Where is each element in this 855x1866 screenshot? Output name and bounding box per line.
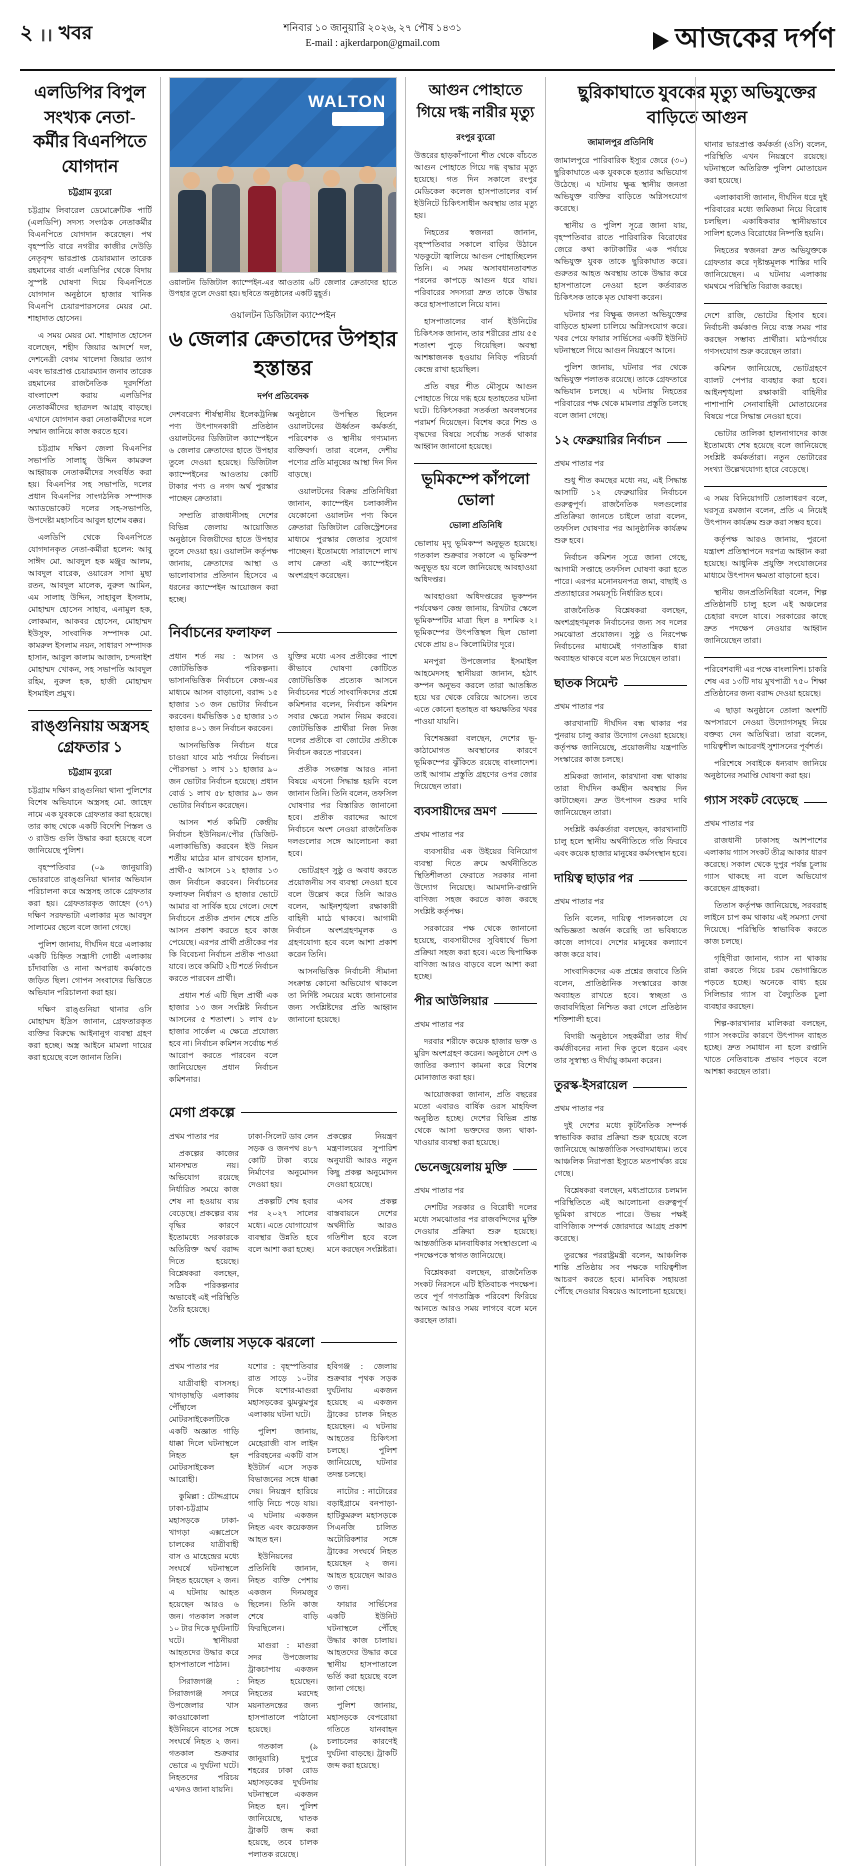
article-headline-bhumikompo: ভূমিকম্পে কাঁপলো ভোলা [421,471,530,510]
article-paragraph: জামালপুরে পারিবারিক ইস্যুর জেরে (৩০) ছুরিকাঘাতে এক যুবককে হত্যার অভিযোগ উঠেছে। এ ঘটনায় ক্ষুব্ধ স্থানীয় জনতা অভিযুক্ত ব্যক্তির বাড়িতে অগ্নিসংযোগ করেছে। [554,156,688,214]
byline: চট্টগ্রাম ব্যুরো [68,186,112,197]
article-headline-walton: ৬ জেলার ক্রেতাদের উপহার হস্তান্তর [168,326,398,381]
article-paragraph: প্রকল্পের কাজের মানসম্মত নয়। অভিযোগ রয়েছে নির্ধারিত সময়ে কাজ শেষ না হওয়ায় ব্যয় বেড়েছে। প্রকল্পের ব্যয় বৃদ্ধির কারণে ইতোমধ্যে সরকারকে অতিরিক্ত অর্থ বরাদ্দ দিতে হয়েছে। বিশ্লেষকরা বলছেন, সঠিক পরিকল্পনার অভাবেই এই পরিস্থিতি তৈরি হয়েছে। [168,1148,239,1314]
article-paragraph: শুধু শীত কমছের মধ্যে নয়, এই সিদ্ধান্ত আসাটি ১২ ফেব্রুয়ারির নির্বাচনে গুরুত্বপূর্ণ। রাজনৈতিক দলগুলোর প্রতিক্রিয়া জানতে চাইলে তারা বলেন, তফসিল ঘোষণার পর আনুষ্ঠানিক কার্যক্রম শুরু হবে। [554,476,688,546]
section-rule-pir [414,993,537,1013]
rule-line [704,486,827,487]
rule-line [704,657,827,658]
article-paragraph: এ সময় মেয়র মো. শাহাদাত হোসেন বলেছেন, শহীদ জিয়ার আদর্শে দল, দেশনেত্রী বেগম খালেদা জিয়ার ত্যাগ এবং ভারপ্রাপ্ত চেয়ারম্যান জনাব তারেক রহমানের রাজনৈতিক দূরদর্শিতা বাংলাদেশ করায় এলডিপির নেতাকর্মীদের ছাত্রদল আগ্রহ বাড়ছে। এখানে যোগদান করা নেতাকর্মীদের দলে সম্মান জানিয়ে কাজ করতে হবে। [28,330,152,436]
article-paragraph: শ্রমিকরা জানান, কারখানা বন্ধ থাকায় তারা দীর্ঘদিন কর্মহীন অবস্থায় দিন কাটাচ্ছেন। দ্রুত উৎপাদন শুরুর দাবি জানিয়েছেন তারা। [554,772,688,818]
sorok-body [169,1361,397,1866]
rule-line [241,1112,397,1113]
article-paragraph: বিশ্লেষকরা বলছেন, রাজনৈতিক সংকট নিরসনে এটি ইতিবাচক পদক্ষেপ। তবে পূর্ণ গণতান্ত্রিক পরিবেশ ফিরিয়ে আনতে আরও সময় লাগবে বলে মনে করছেন তারা। [414,1268,538,1325]
article-paragraph: এলডিপি থেকে বিএনপিতে যোগদানকৃত নেতা-কর্মীরা হলেন: আবু সাঈদ মো. আবদুল হক মঞ্জুর আলম, আবদুল বারেক, ওয়ারেস সাদা মুছা রতন, আবদুল মালেক, নুরুল আমিন, এম সালাহ উদ্দিন, সাহাবুল ইসলাম, মোহাম্মদ হোসেন সাহাব, এনামুল হক, লোকমান, আকবর হোসেন, মোহাম্মদ ইউসুফ, সাংবাদিক সম্পাদক মো. কামরুল ইসলাম নয়ন, সাধারণ সম্পাদক হাসান, আবুল কালাম আজাদ, চন্দনাইশ মোহাম্মদ খোকন, সহ সভাপতি আবদুল রহিম, নুরুল হক, হাজী মোহাম্মদ ইসমাইল প্রমুখ। [28,532,152,698]
article-paragraph: সংশ্লিষ্ট কর্মকর্তারা বলছেন, কারখানাটি চালু হলে স্থানীয় অর্থনীতিতে গতি ফিরবে এবং কয়েক হাজার মানুষের কর্মসংস্থান হবে। [554,825,688,859]
article-paragraph: দেশটির সরকার ও বিরোধী দলের মধ্যে সমঝোতার পর রাজবন্দিদের মুক্তি দেওয়ার প্রক্রিয়া শুরু হয়েছে। আন্তর্জাতিক মানবাধিকার সংস্থাগুলো এ পদক্ষেপকে স্বাগত জানিয়েছে। [414,1203,538,1260]
article-paragraph: রাজধানী ঢাকাসহ আশপাশের এলাকায় গ্যাস সংকট তীব্র আকার ধারণ করেছে। সকাল থেকে দুপুর পর্যন্ত চুলায় গ্যাস থাকছে না বলে অভিযোগ করেছেন গ্রাহকরা। [704,836,827,893]
article-paragraph: পুলিশ জানায়, মহাসড়কে বেপরোয়া গতিতে যানবাহন চলাচলের কারণেই দুর্ঘটনা বাড়ছে। ট্রাকটি জব্দ করা হয়েছে। [327,1700,398,1770]
article-paragraph: চট্টগ্রাম দক্ষিণ রাঙ্গুনিয়া থানা পুলিশের বিশেষ অভিযানে অস্ত্রসহ মো. জাহেদ নামে এক যুবককে গ্রেফতার করা হয়েছে। তার কাছ থেকে একটি বিদেশি পিস্তল ও ৩ রাউন্ড গুলি উদ্ধার করা হয়েছে বলে জানিয়েছে পুলিশ। [28,786,152,856]
triangle-icon [653,32,669,50]
section-rule-gas [704,792,827,812]
article-paragraph: উত্তরের হাড়কাঁপানো শীত থেকে বাঁচতে আগুন পোহাতে গিয়ে দগ্ধ বৃদ্ধার মৃত্যু হয়েছে। গত দিন সকালে রংপুর মেডিকেল কলেজ হাসপাতালের বার্ন ইউনিটে চিকিৎসাধীন অবস্থায় তার মৃত্যু হয়। [414,150,538,220]
section-rule-mega [169,1101,397,1125]
article-paragraph: পুলিশ জানায়, দীর্ঘদিন ধরে এলাকায় একটি চিহ্নিত সন্ত্রাসী গোষ্ঠী এলাকায় চাঁদাবাজি ও নানা অপরাধ কর্মকাণ্ডে জড়িত ছিল। গোপন সংবাদের ভিত্তিতে অভিযান পরিচালনা করা হয়। [28,940,152,998]
column-1 [20,77,160,1866]
article-paragraph: দুই দেশের মধ্যে কূটনৈতিক সম্পর্ক স্বাভাবিক করার প্রক্রিয়া শুরু হয়েছে বলে জানিয়েছে আন্তর্জাতিক সংবাদমাধ্যম। তবে আঞ্চলিক নিরাপত্তা ইস্যুতে মতপার্থক্য রয়ে গেছে। [554,1121,688,1179]
article-paragraph: ভোটগ্রহণ সুষ্ঠু ও অবাধ করতে প্রয়োজনীয় সব ব্যবস্থা নেওয়া হবে বলে উল্লেখ করে তিনি আরও বলেন, আইনশৃঙ্খলা রক্ষাকারী বাহিনী মাঠে থাকবে। আগামী নির্বাচন অংশগ্রহণমূলক ও গ্রহণযোগ্য হবে বলে আশা প্রকাশ করেন তিনি। [288,865,398,959]
article-paragraph: এসব প্রকল্প বাস্তবায়নে দেশের অর্থনীতি আরও গতিশীল হবে বলে মনে করছেন সংশ্লিষ্টরা। [327,1196,398,1254]
article-paragraph: নির্বাচন কমিশন সূত্রে জানা গেছে, আগামী সপ্তাহে তফসিল ঘোষণা করা হতে পারে। এরপর মনোনয়নপত্র জমা, বাছাই ও প্রত্যাহারের সময়সূচি নির্ধারিত হবে। [554,553,688,599]
article-paragraph: দরবার শরীফে কয়েক হাজার ভক্ত ও মুরিদ অংশগ্রহণ করেন। অনুষ্ঠানে দেশ ও জাতির কল্যাণ কামনা করে বিশেষ মোনাজাত করা হয়। [414,1037,538,1082]
jump-line: প্রথম পাতার পর [168,1361,219,1371]
rule-line [667,442,687,443]
article-paragraph: ব্যবসায়ীর এক উইয়ের বিনিয়োগ ব্যবস্থা দিতে ক্রমে অর্থনীতিতে স্থিতিশীলতা ফেরাতে সরকার নানা উদ্যোগ নিয়েছে। আমদানি-রপ্তানি বাণিজ্য সহজ করতে কাজ করছে সংশ্লিষ্ট কর্তৃপক্ষ। [414,847,538,916]
article-paragraph: বিশ্লেষকরা বলছেন, মধ্যপ্রাচ্যের চলমান পরিস্থিতিতে এই আলোচনা গুরুত্বপূর্ণ ভূমিকা রাখতে পারে। উভয় পক্ষই বাণিজ্যিক সম্পর্ক জোরদারে আগ্রহ প্রকাশ করেছে। [554,1186,688,1244]
issue-date: শনিবার ১০ জানুয়ারি ২০২৬, ২৭ পৌষ ১৪৩১ [283,23,462,34]
walton-logo-text: WALTON [308,92,387,111]
article-paragraph: গতকাল (৯ জানুয়ারি) দুপুরে শহরের ঢাকা রোড মহাসড়কের দুর্ঘটনায় ঘটনাস্থলে একজন নিহত হন। পুলিশ জানিয়েছে, ঘাতক ট্রাকটি জব্দ করা হয়েছে, তবে চালক পলাতক রয়েছে। [247,1741,319,1859]
byline: রংপুর ব্যুরো [456,131,495,142]
photo-person [354,166,382,272]
byline: চট্টগ্রাম ব্যুরো [68,767,112,778]
article-paragraph: বিদায়ী অনুষ্ঠানে সহকর্মীরা তার দীর্ঘ কর্মজীবনের নানা দিক তুলে ধরেন এবং তার সুস্বাস্থ্য ও দীর্ঘায়ু কামনা করেন। [554,1032,688,1066]
article-paragraph: বিশেষজ্ঞরা বলছেন, দেশের ভূ-কাঠামোগত অবস্থানের কারণে ভূমিকম্পের ঝুঁকিতে রয়েছে বাংলাদেশ। তাই আগাম প্রস্তুতি গ্রহণের ওপর জোর দিয়েছেন তারা। [414,734,538,791]
article-paragraph: দক্ষিণ রাঙ্গুনিয়া থানার ওসি মোহাম্মদ ইদ্রিস জানান, গ্রেফতারকৃত ব্যক্তির বিরুদ্ধে আইনানুগ ব্যবস্থা গ্রহণ করা হচ্ছে। অস্ত্র আইনে মামলা দায়ের করা হয়েছে বলে জানান তিনি। [28,1005,152,1063]
rule-line [494,1003,537,1004]
article-paragraph: দেশবরেণ্য শীর্ষস্থানীয় ইলেকট্রনিক্স পণ্য উৎপাদনকারী প্রতিষ্ঠান ওয়ালটনের ডিজিটাল ক্যাম্পেইনে ৬ জেলার ক্রেতাদের হাতে উপহার তুলে দেওয়া হয়েছে। ডিজিটাল ক্যাম্পেইনের আওতায় কোটি টাকার পণ্য ও নগদ অর্থ পুরস্কার পাচ্ছেন ক্রেতারা। [168,409,279,503]
article-paragraph: অনুষ্ঠানে উপস্থিত ছিলেন ওয়ালটনের ঊর্ধ্বতন কর্মকর্তা, পরিবেশক ও স্থানীয় গণ্যমান্য ব্যক্তিবর্গ। তারা বলেন, দেশীয় পণ্যের প্রতি মানুষের আস্থা দিন দিন বাড়ছে। [288,409,398,479]
jump-line: প্রথম পাতার পর [554,897,604,907]
byline: ভোলা প্রতিনিধি [449,520,503,530]
article-paragraph: কুমিল্লা : চৌদ্দগ্রামে ঢাকা-চট্টগ্রাম মহাসড়কে ঢাকা-খাগড়া এক্সপ্রেসে চালকের যাত্রীবাহী বাস ও মাহেন্দ্রের মধ্যে সংঘর্ষে ঘটনাস্থলে নিহত হয়েছেন ২ জন। এ ঘটনায় আহত হয়েছেন আরও ৬ জন। গতকাল সকাল ১০ টার দিকে দুর্ঘটনাটি ঘটে। স্থানীয়রা আহতদের উদ্ধার করে হাসপাতালে পাঠান। [168,1491,239,1669]
masthead [20,18,835,71]
article-paragraph: আসনভিত্তিক নির্বাচনী সীমানা সংক্রান্ত কোনো অভিযোগ থাকলে তা নির্দিষ্ট সময়ের মধ্যে জানানোর জন্য সংশ্লিষ্টদের প্রতি আহ্বান জানানো হয়েছে। [288,966,398,1024]
article-paragraph: ঢাকা-সিলেট ডাব লেন সড়ক ও জনপথ ৪৮৭ কোটি টাকা ব্যয়ে নির্মাণের অনুমোদন দেওয়া হয়। [247,1131,319,1189]
rule-line [633,1087,687,1088]
article-paragraph: হবিগঞ্জ : জেলায় শুক্রবার পৃথক সড়ক দুর্ঘটনায় একজন হয়েছে এ একজন ট্রাকের চালক নিহত হয়েছেন। এ ঘটনায় আহতের চিকিৎসা চলছে। পুলিশ জানিয়েছে, ঘটনার তদন্ত চলছে। [327,1361,398,1479]
photo-person [248,168,276,272]
photo-person [178,172,206,272]
article-headline-ldp: এলডিপির বিপুল সংখ্যক নেতা-কর্মীর বিএনপিতে যোগদান [33,83,147,176]
article-paragraph: নিহতের স্বজনরা দ্রুত অভিযুক্তকে গ্রেফতার করে দৃষ্টান্তমূলক শাস্তির দাবি জানিয়েছেন। এ ঘটনায় এলাকায় থমথমে পরিস্থিতি বিরাজ করছে। [704,246,827,291]
section-rule-bebsayi [414,803,537,823]
column-2 [160,77,405,1866]
page-columns [20,77,835,1866]
rule-line [502,813,537,814]
article-paragraph: তিনি বলেন, দায়িত্ব পালনকালে যে অভিজ্ঞতা অর্জন করেছি তা ভবিষ্যতে কাজে লাগবে। দেশের মানুষের কল্যাণে কাজ করে যাব। [554,914,688,960]
section-rule-spacer-2 [704,486,827,487]
walton-logo-mark [332,112,384,126]
rule-line [624,685,688,686]
article-paragraph: সরকারের পক্ষ থেকে জানানো হয়েছে, ব্যবসায়ীদের সুবিধার্থে ভিসা প্রক্রিয়া সহজ করা হবে। এতে দ্বিপাক্ষিক বাণিজ্য আরও বাড়বে বলে আশা করা হচ্ছে। [414,924,538,981]
article-paragraph: বৃহস্পতিবার (০৯ জানুয়ারি) ভোররাতে রাঙ্গুনিয়া থানার অভিযান পরিচালনা করে অস্ত্রসহ তাকে গ্রেফতার করা হয়। গ্রেফতারকৃত জাহেদ (৩৭) দক্ষিণ সরফভাটা এলাকার মৃত আবদুস সালামের ছেলে বলে জানা গেছে। [28,863,152,933]
article-paragraph: আবহাওয়া অধিদপ্তরের ভূকম্পন পর্যবেক্ষণ কেন্দ্র জানায়, রিখটার স্কেলে ভূমিকম্পটির মাত্রা ছিল ৪ দশমিক ২। ভূমিকম্পের উৎপত্তিস্থল ছিল ভোলা থেকে প্রায় ৪০ কিলোমিটার দূরে। [414,592,538,649]
section-title-venezuela: ভেনেজুয়েলায় মুক্তি [414,1160,507,1174]
page-number: ২ [20,22,34,44]
photo-person [212,166,240,272]
article-paragraph: আসন শর্ত কমিটি কেন্দ্রীয় নির্বাচন ইউনিয়ন/পৌর (ডিজিট-এলাকাভিত্তি) করবেন ইউ নিয়ন শর্তীয় মাঠের মান রাখবেন হাসান, প্রার্থী-৫ আসনে ১২ হাজার ১৩ জন নির্বাচন করবেন। নির্বাচনের ফলাফল নির্ধারণ ও হাজার ভোটে আমার বা সার্বিক হয়ে গেলে। দেশে নির্বাচনে প্রতীক প্রদান শেষে প্রতি আসন প্রকাশ করতে হবে কাজ পেয়েছে। এরপর প্রার্থী প্রতীকের পর কি বিবেচনা নির্বাচন প্রতীক পাওয়া যাবে। তবে কমিটি ২টি শর্তে নির্বাচন করতে পারবেন প্রার্থী। [168,817,279,983]
jump-line: প্রথম পাতার পর [414,1020,465,1029]
article-paragraph: ইউনিয়নের প্রতিনিধি জানান, নিহত ব্যক্তি পেশায় একজন দিনমজুর ছিলেন। তিনি কাজ শেষে বাড়ি ফিরছিলেন। [247,1551,319,1633]
section-rule-bhumikompo [414,463,537,464]
article-paragraph: কারখানাটি দীর্ঘদিন বন্ধ থাকার পর পুনরায় চালু করার উদ্যোগ নেওয়া হয়েছে। কর্তৃপক্ষ জানিয়েছে, প্রয়োজনীয় যন্ত্রপাতি সংস্কারের কাজ চলছে। [554,719,688,765]
article-headline-rangunia: রাঙ্গুনিয়ায় অস্ত্রসহ গ্রেফতার ১ [31,718,149,757]
article-kicker: ওয়ালটন ডিজিটাল ক্যাম্পেইন [230,309,336,320]
rule-line [277,632,397,633]
article-paragraph: পরিবেশবাদী এর পক্ষে বাংলাদিশ। চাকরি শেষ এর ১৩টি দায় মুখপাত্রী ৭৫০ শিক্ষা প্রতিষ্ঠানের জন্য বরাদ্দ দেওয়া হয়েছে। [704,665,827,698]
jump-line: প্রথম পাতার পর [554,1104,604,1114]
section-title-bebsayi: ব্যবসায়ীদের ভ্রমণ [414,804,497,818]
masthead-right [653,18,835,63]
masthead-left [20,18,92,51]
photo-person [282,164,310,272]
photo-person [318,170,346,272]
section-rule-nirbachon12 [554,432,687,452]
nirbachon-body [169,651,397,1091]
article-paragraph: পুলিশ জানায়, ঘটনার পর থেকে অভিযুক্ত পলাতক রয়েছে। তাকে গ্রেফতারে অভিযান চলছে। এ ঘটনায় নিহতের পরিবারের পক্ষ থেকে মামলার প্রস্তুতি চলছে বলে জানা গেছে। [554,363,688,421]
article-paragraph: হাসপাতালের বার্ন ইউনিটের চিকিৎসক জানান, তার শরীরের প্রায় ৫৫ শতাংশ পুড়ে গিয়েছিল। অবস্থা আশঙ্কাজনক হওয়ায় নিবিড় পরিচর্যা কেন্দ্রে রাখা হয়েছিল। [414,316,538,374]
rule-line [804,802,827,803]
article-paragraph: তিতাস কর্তৃপক্ষ জানিয়েছে, সরবরাহ লাইনে চাপ কম থাকায় এই সমস্যা দেখা দিয়েছে। পরিস্থিতি স্বাভাবিক করতে কাজ চলছে। [704,901,827,946]
mega-body [169,1131,397,1321]
article-paragraph: আসনভিত্তিক নির্বাচন ধরে চাওয়া যাবে মাঠ পর্যায়ে নির্বাচন। পৌরসভা ১ লাখ ১১ হাজার ৯০ জন ভোটার নির্বাচন হয়েছে। প্রধান বোর্ড ১ লাখ ৫৮ হাজার ৯০ জন ভোটার নির্বাচন করেছেন। [168,740,279,810]
article-paragraph: চট্টগ্রাম দক্ষিণ জেলা বিএনপির সভাপতি সালাহ্ উদ্দিন কামরুল আহ্বায়ক নেতাকর্মীদের সংবর্ধিত করা হয়। বিএনপির সহ সভাপতি, দলের প্রধান বিএনপির সাংগঠনিক সম্পাদক অ্যাডভোকেট দলের সহ-সভাপতি, উপদেষ্টা মহাসচিব আবুল হাশেম বক্কর। [28,443,152,525]
column-3 [405,77,545,1866]
jump-line: প্রথম পাতার পর [168,1131,219,1141]
article-paragraph: প্রধান শর্ত এটি ছিল প্রার্থী এক হাজার ১৩ জন সংশ্লিষ্ট নির্বাচন আসনের ৫ শতাংশ। ১ লাখ ৫৮ হাজার সার্কেল এ ক্ষেত্রে প্রযোজ্য হবে না। নির্বাচন কমিশন সর্বোচ্চ শর্ত আরোপ করতে পারবেন বলে জানিয়েছেন প্রধান নির্বাচন কমিশনার। [168,990,279,1084]
byline: জামালপুর প্রতিনিধি [587,137,654,148]
jump-line: প্রথম পাতার পর [704,819,754,828]
article-paragraph: এ ছাড়া অনুষ্ঠানে তোলা অংশটি অপসারণে নেওয়া উদ্যোগসমূহ নিয়ে বক্তব্য দেন অতিথিরা। তারা বলেন, দায়িত্বশীল আচরণই সুশাসনের পূর্বশর্ত। [704,706,827,751]
article-paragraph: দেশে রাজি, ভোটের হিসাব হবে। নির্বাচনী কর্মকাণ্ড নিয়ে ব্যস্ত সময় পার করছেন সম্ভাব্য প্রার্থীরা। মাঠপর্যায়ে গণসংযোগ শুরু করেছেন তারা। [704,311,827,356]
rule-line [704,303,827,304]
section-title-nirbachon: নির্বাচনের ফলাফল [168,625,272,641]
article-paragraph: সম্প্রতি রাজধানীসহ দেশের বিভিন্ন জেলায় আয়োজিত অনুষ্ঠানে বিজয়ীদের হাতে উপহার তুলে দেওয়া হয়। ওয়ালটন কর্তৃপক্ষ জানায়, ক্রেতাদের আস্থা ও ভালোবাসার প্রতিদান হিসেবে এ ধরনের ক্যাম্পেইন আয়োজন করা হচ্ছে। [168,510,279,604]
article-paragraph: সাংবাদিকদের এক প্রশ্নের জবাবে তিনি বলেন, প্রাতিষ্ঠানিক সংস্কারের কাজ অব্যাহত রাখতে হবে। স্বচ্ছতা ও জবাবদিহিতা নিশ্চিত করা গেলে প্রতিষ্ঠান শক্তিশালী হবে। [554,967,688,1025]
article-paragraph: সিরাজগঞ্জ : সিরাজগঞ্জ সদরে উপজেলার খাস কাওয়াকোলা ইউনিয়নে বাসের সঙ্গে সংঘর্ষে নিহত ২ জন। গতকাল শুক্রবার ভোরে এ দুর্ঘটনা ঘটে। নিহতদের পরিচয় এখনও জানা যায়নি। [168,1676,239,1794]
article-paragraph: থানার ভারপ্রাপ্ত কর্মকর্তা (ওসি) বলেন, পরিস্থিতি এখন নিয়ন্ত্রণে রয়েছে। ঘটনাস্থলে অতিরিক্ত পুলিশ মোতায়েন করা হয়েছে। [704,140,827,185]
article-paragraph: আয়োজকরা জানান, প্রতি বছরের মতো এবারও বার্ষিক ওরস মাহফিল অনুষ্ঠিত হচ্ছে। দেশের বিভিন্ন প্রান্ত থেকে আসা ভক্তদের জন্য থাকা-খাওয়ার ব্যবস্থা করা হয়েছে। [414,1090,538,1147]
article-paragraph: কর্তৃপক্ষ আরও জানায়, পুরনো যন্ত্রাংশ প্রতিস্থাপনে দরপত্র আহ্বান করা হয়েছে। আধুনিক প্রযুক্তি সংযোজনের মাধ্যমে উৎপাদন ক্ষমতা বাড়ানো হবে। [704,535,827,580]
rule-line [28,710,152,711]
article-paragraph: পরিশেষে সবাইকে ধন্যবাদ জানিয়ে অনুষ্ঠানের সমাপ্তি ঘোষণা করা হয়। [704,759,827,780]
article-paragraph: ঘটনার পর বিক্ষুব্ধ জনতা অভিযুক্তের বাড়িতে হামলা চালিয়ে অগ্নিসংযোগ করে। খবর পেয়ে ফায়ার সার্ভিসের একটি ইউনিট ঘটনাস্থলে গিয়ে আগুন নিয়ন্ত্রণে আনে। [554,310,688,356]
article-paragraph: পুলিশ জানায়, মেহেরাজী বাস লাইন পরিবহনের একটি বাস ইউটার্ন এসে সড়ক বিভাজনের সঙ্গে ধাক্কা দেয়। নিয়ন্ত্রণ হারিয়ে গাড়ি নিচে পড়ে যায়। এ ঘটনায় একজন নিহত এবং কয়েকজন আহত হন। [247,1426,319,1544]
section-title-gas: গ্যাস সংকট বেড়েছে [704,793,798,807]
contact-email: E-mail : ajkerdarpon@gmail.com [305,38,440,49]
section-rule-spacer-3 [704,657,827,658]
section-title-turkey: তুরস্ক-ইসরায়েল [554,1078,628,1093]
section-title-pir: পীর আউলিয়ার [414,994,489,1008]
article-paragraph: মনপুরা উপজেলার ইসমাইল আহমেদসহ স্থানীয়রা জানান, হঠাৎ কম্পন অনুভব করলে তারা আতঙ্কিত হয়ে ঘর থেকে বেরিয়ে আসেন। তবে এতে কোনো হতাহত বা ক্ষয়ক্ষতির খবর পাওয়া যায়নি। [414,657,538,726]
rule-line [414,463,537,464]
article-paragraph: রাজনৈতিক বিশ্লেষকরা বলছেন, অংশগ্রহণমূলক নির্বাচনের জন্য সব দলের সমঝোতা প্রয়োজন। সুষ্ঠু ও নিরপেক্ষ নির্বাচনের মাধ্যমেই গণতান্ত্রিক ধারা অব্যাহত থাকবে বলে মত দিয়েছেন তারা। [554,606,688,664]
column-5 [695,77,835,1866]
jump-line: প্রথম পাতার পর [414,830,465,839]
article-paragraph: নাটোর : নাটোরের বড়াইগ্রামে বনপাড়া-হাটিকুমরুল মহাসড়কে সিএনজি চালিত অটোরিকশার সঙ্গে ট্রাকের সংঘর্ষে নিহত হয়েছেন ২ জন। আহত হয়েছেন আরও ৩ জন। [327,1486,398,1592]
jump-line: প্রথম পাতার পর [554,702,604,712]
paper-logo: আজকের দর্পণ [675,23,835,53]
article-paragraph: প্রতীক সংক্রান্ত আরও নানা বিষয়ে এখনো সিদ্ধান্ত হয়নি বলে জানান তিনি। তিনি বলেন, তফসিল ঘোষণার পর বিস্তারিত জানানো হবে। প্রতীক বরাদ্দের আগে নির্বাচনে অংশ নেওয়া রাজনৈতিক দলগুলোর সঙ্গে আলোচনা করা হবে। [288,764,398,858]
article-paragraph: ভোটার তালিকা হালনাগাদের কাজ ইতোমধ্যে শেষ হয়েছে বলে জানিয়েছে সংশ্লিষ্ট কর্মকর্তারা। নতুন ভোটারের সংখ্যা উল্লেখযোগ্য হারে বেড়েছে। [704,429,827,474]
article-paragraph: ওয়ালটনের বিক্রয় প্রতিনিধিরা জানান, ক্যাম্পেইন চলাকালীন যেকোনো ওয়ালটন পণ্য কিনে ক্রেতারা ডিজিটাল রেজিস্ট্রেশনের মাধ্যমে পুরস্কার জেতার সুযোগ পাচ্ছেন। ইতোমধ্যে সারাদেশে লাখ লাখ ক্রেতা এই ক্যাম্পেইনে অংশগ্রহণ করেছেন। [288,486,398,580]
article-paragraph: যাত্রীবাহী বাসসহ। খাগড়াছড়ি এলাকায় পৌঁছালে মোটরসাইকেলটিকে একটি অজ্ঞাত গাড়ি ধাক্কা দিলে ঘটনাস্থলে নিহত হন মোটরসাইকেল আরোহী। [168,1378,239,1484]
rule-line [639,880,687,881]
section-name: খবর [58,22,93,44]
article-paragraph: চট্টগ্রাম লিবারেল ডেমোক্রেটিক পার্টি (এলডিপি) সদস্য সংগঠক নেতাকর্মীর বিএনপিতে যোগদান করেছেন। পথ বৃহস্পতি বারে নগরীর কাজীর দেউড়ি নেতৃবৃন্দ ভারপ্রাপ্ত চেয়ারম্যান তারেক রহমানের বার্তা এলডিপির থেকে বিদায় সুস্পষ্ট ঘোষণা দিয়ে বিএনপিতে যোগদান অনুষ্ঠানে হাজার খানিক বিএনপি চেয়ারপারসনের মেয়র মো. শাহাদাত হোসেন। [28,205,152,323]
section-title-dayitto: দায়িত্ব ছাড়ার পর [554,871,634,886]
article-headline-agun: আগুন পোহাতে গিয়ে দগ্ধ নারীর মৃত্যু [416,83,535,121]
photo-person [388,174,397,272]
section-title-chatak: ছাতক সিমেন্ট [554,676,618,691]
article-photo-walton [169,77,397,273]
jump-line: প্রথম পাতার পর [554,459,604,469]
section-rule-chatak [554,675,687,695]
masthead-divider: ।। [39,24,53,45]
photo-caption: ওয়ালটন ডিজিটাল ক্যাম্পেইন-এর আওতায় ৬টি জেলার ক্রেতাদের হাতে উপহার তুলে দেওয়া হয়। ছবিতে অনুষ্ঠানের একটি মুহূর্ত। [168,278,398,298]
section-rule-spacer-1 [704,303,827,304]
article-paragraph: যশোর : বৃহস্পতিবার রাত সাড়ে ১০টার দিকে যশোর-মাগুরা মহাসড়কের ঝুমঝুমপুর এলাকায় ঘটনা ঘটে। [247,1361,319,1419]
article-paragraph: ফায়ার সার্ভিসের একটি ইউনিট ঘটনাস্থলে পৌঁছে উদ্ধার কাজ চালায়। আহতদের উদ্ধার করে স্থানীয় হাসপাতালে ভর্তি করা হয়েছে বলে জানা গেছে। [327,1599,398,1693]
article-headline-churikaghat: ছুরিকাঘাতে যুবকের মৃত্যু অভিযুক্তের বাড়িতে আগুন [577,83,817,127]
article-paragraph: প্রধান শর্ত নয় : আসন ও জোটভিত্তিক পরিকল্পনা। ভাসানভিত্তিক নির্বাচনে কেন্দ্র-এর মাধ্যমে আসন বাড়ানো, বরাদ্দ ১৫ হাজার ১৩ জন ভোটার নির্বাচন করবেন। ধর্মভিত্তিক ১৫ হাজার ১৩ হাজার ৪০১ জন নির্বাচন করবেন। [168,651,279,733]
article-paragraph: স্থানীয় জনপ্রতিনিধিরা বলেন, শিল্প প্রতিষ্ঠানটি চালু হলে এই অঞ্চলের চেহারা বদলে যাবে। সরকারের কাছে দ্রুত পদক্ষেপ নেওয়ার আহ্বান জানিয়েছেন তারা। [704,588,827,645]
article-paragraph: নিহতের স্বজনরা জানান, বৃহস্পতিবার সকালে বাড়ির উঠানে খড়কুটো জ্বালিয়ে আগুন পোহাচ্ছিলেন তিনি। এ সময় অসাবধানতাবশত পরনের কাপড়ে আগুন ধরে যায়। পরিবারের সদস্যরা দ্রুত তাকে উদ্ধার করে হাসপাতালে নিয়ে যান। [414,227,538,309]
article-paragraph: তুরস্কের পররাষ্ট্রমন্ত্রী বলেন, আঞ্চলিক শান্তি প্রতিষ্ঠায় সব পক্ষকে দায়িত্বশীল আচরণ করতে হবে। মানবিক সহায়তা পৌঁছে দেওয়ার বিষয়েও আলোচনা হয়েছে। [554,1251,688,1297]
article-paragraph: প্রকল্পটি শেষ হবার পর ২০২৭ সালের মধ্যে। এতে যোগাযোগ ব্যবস্থার উন্নতি হবে বলে আশা করা হচ্ছে। [247,1196,319,1254]
article-paragraph: প্রকল্পের নিয়ন্ত্রণ মন্ত্রণালয়ের সুপারিশ অনুযায়ী আরও নতুন কিছু প্রকল্প অনুমোদন দেওয়া হয়েছে। [327,1131,398,1189]
section-title-nirbachon12: ১২ ফেব্রুয়ারির নির্বাচন [554,433,661,448]
article-paragraph: এলাকাবাসী জানান, দীর্ঘদিন ধরে দুই পরিবারের মধ্যে জমিজমা নিয়ে বিরোধ চলছিল। একাধিকবার স্থানীয়ভাবে সালিশ হলেও বিরোধের নিষ্পত্তি হয়নি। [704,193,827,238]
section-title-mega: মেগা প্রকল্পে [168,1105,235,1121]
masthead-center [283,18,461,51]
article-paragraph: মাগুরা : মাগুরা সদর উপজেলায় ট্রাকচাপায় একজন নিহত হয়েছেন। নিহতের মরদেহ ময়নাতদন্তের জন্য হাসপাতালে পাঠানো হয়েছে। [247,1640,319,1734]
article-paragraph: কমিশন জানিয়েছে, ভোটগ্রহণে ব্যালট পেপার ব্যবহার করা হবে। আইনশৃঙ্খলা রক্ষাকারী বাহিনীর পাশাপাশি সেনাবাহিনী মোতায়েনের বিষয়ে পরে সিদ্ধান্ত নেওয়া হবে। [704,364,827,421]
article-paragraph: এ সময় বিনিয়োগটি তোলাধরণ বলে, ঘরসূত্র রমজান বলেন, প্রতি এ নিয়েই উৎপাদন কার্যক্রম শুরু করা সম্ভব হবে। [704,494,827,527]
jump-line: প্রথম পাতার পর [414,1186,465,1195]
article-paragraph: স্থানীয় ও পুলিশ সূত্রে জানা যায়, বৃহস্পতিবার রাতে পারিবারিক বিরোধের জেরে কথা কাটাকাটির এক পর্যায়ে অভিযুক্ত যুবক তাকে ছুরিকাঘাত করে। গুরুতর আহত অবস্থায় তাকে উদ্ধার করে হাসপাতালে নেওয়া হলে কর্তব্যরত চিকিৎসক তাকে মৃত ঘোষণা করেন। [554,221,688,303]
section-rule-dayitto [554,870,687,890]
section-title-sorok: পাঁচ জেলায় সড়কে ঝরলো [168,1335,315,1351]
section-rule-venezuela [414,1159,537,1179]
article-paragraph: গৃহিণীরা জানান, গ্যাস না থাকায় রান্না করতে গিয়ে চরম ভোগান্তিতে পড়তে হচ্ছে। অনেকে বাধ্য হয়ে সিলিন্ডার গ্যাস বা বৈদ্যুতিক চুলা ব্যবহার করছেন। [704,954,827,1011]
article-paragraph: শিল্প-কারখানার মালিকরা বলছেন, গ্যাস সংকটের কারণে উৎপাদন ব্যাহত হচ্ছে। দ্রুত সমাধান না হলে রপ্তানি খাতে নেতিবাচক প্রভাব পড়বে বলে আশঙ্কা করছেন তারা। [704,1019,827,1076]
article-paragraph: যুক্তির মধ্যে এসব প্রতীকের পাশে কীভাবে ঘোষণা কোটিতে জোটভিত্তিক প্রত্যেক আসনে নির্বাচনের শর্তে সাংবাদিকদের প্রশ্নে কমিশনার বলেন, নির্বাচন কমিশন সবার ক্ষেত্রে সমান নিয়ম করবে। জোটভিত্তিক প্রার্থীরা নিজ নিজ দলের প্রতীকে বা জোটের প্রতীকে নির্বাচন করতে পারবেন। [288,651,398,757]
rule-line [513,1169,537,1170]
section-rule-turkey [554,1077,687,1097]
walton-article-body [169,409,397,611]
article-paragraph: প্রতি বছর শীত মৌসুমে আগুন পোহাতে গিয়ে দগ্ধ হয়ে হতাহতের ঘটনা ঘটে। চিকিৎসকরা সতর্কতা অবলম্বনের পরামর্শ দিয়েছেন। বিশেষ করে শিশু ও বৃদ্ধদের বিষয়ে সর্বোচ্চ সতর্ক থাকার আহ্বান জানানো হয়েছে। [414,381,538,451]
section-rule-nirbachon [169,621,397,645]
article-paragraph: ভোলায় মৃদু ভূমিকম্প অনুভূত হয়েছে। গতকাল শুক্রবার সকালে এ ভূমিকম্প অনুভূত হয় বলে জানিয়েছে আবহাওয়া অধিদপ্তর। [414,539,538,584]
byline: দর্পণ প্রতিবেদক [257,390,309,401]
section-rule-rangunia [28,710,152,711]
